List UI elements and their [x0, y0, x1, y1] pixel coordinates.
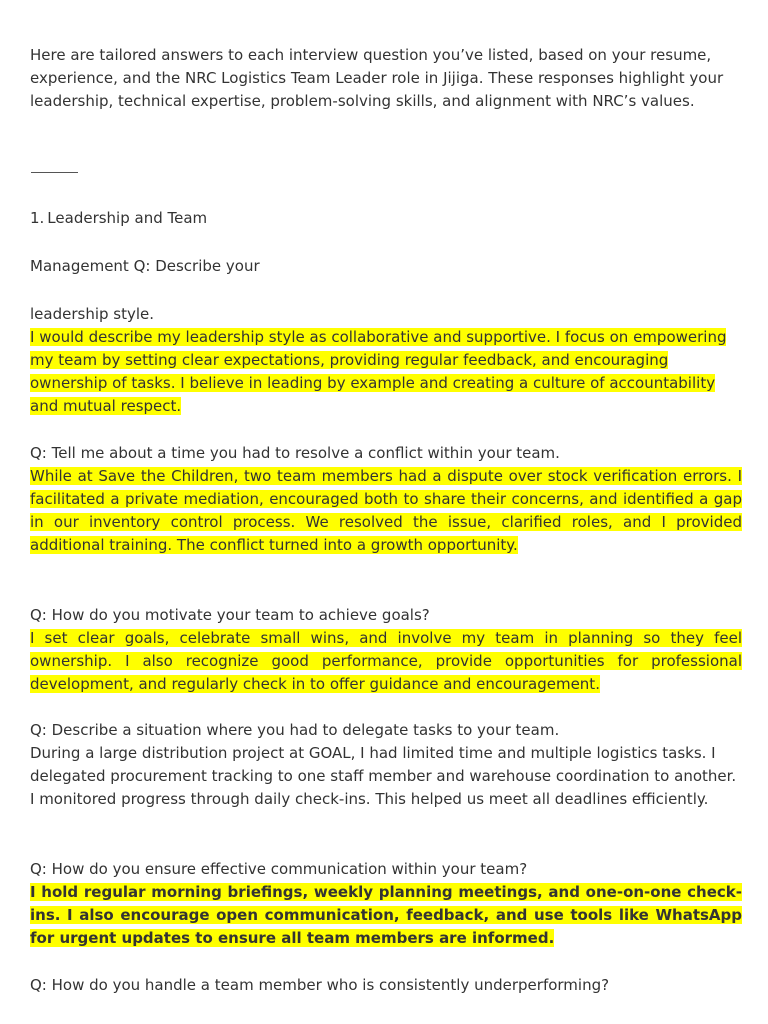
highlighted-answer-text: I would describe my leadership style as collaborative and supportive. I focus on empowering my team by setting clear expectations, providing regular feedback, and encouraging ownership of tasks. I believe in leading by example and creating a culture of accountability and mutual respect. [30, 328, 727, 416]
highlighted-answer-text: I hold regular morning briefings, weekly planning meetings, and one-on-one check-ins. I also encourage open communication, feedback, and use tools like WhatsApp for urgent updates to ensure all team members are informed. [30, 883, 742, 948]
highlighted-answer-text: While at Save the Children, two team members had a dispute over stock verification errors. I facilitated a private mediation, encouraged both to share their concerns, and identified a gap in our inventory control process. We resolved the issue, clarified roles, and I provided additional training. The conflict turned into a growth opportunity. [30, 467, 742, 555]
answer-motivate [30, 627, 742, 696]
question-motivate: Q: How do you motivate your team to achieve goals? [30, 606, 430, 624]
highlighted-answer-text: I set clear goals, celebrate small wins, and involve my team in planning so they feel ownership. I also recognize good performance, provide opportunities for professional development, and regularly check in to offer guidance and encouragement. [30, 629, 742, 694]
question-leadership-style: leadership style. [30, 305, 155, 323]
intro-paragraph: Here are tailored answers to each interview question you’ve listed, based on your resume, experience, and the NRC Logistics Team Leader role in Jijiga. These responses highlight your leadership, technical expertise, problem-solving skills, and alignment with NRC’s values. [30, 46, 724, 111]
separator-line [31, 172, 78, 173]
question-communication: Q: How do you ensure effective communication within your team? [30, 860, 528, 878]
answer-leadership-style [30, 326, 742, 418]
section-heading-continued: Management Q: Describe your [30, 257, 260, 275]
answer-delegate: During a large distribution project at GOAL, I had limited time and multiple logistics tasks. I delegated procurement tracking to one staff member and warehouse coordination to another. I monitored progress through daily check-ins. This helped us meet all deadlines efficiently. [30, 744, 737, 809]
answer-conflict [30, 465, 742, 557]
section-heading: 1. Leadership and Team [30, 209, 208, 227]
question-underperforming: Q: How do you handle a team member who is consistently underperforming? [30, 976, 610, 994]
question-delegate: Q: Describe a situation where you had to delegate tasks to your team. [30, 721, 560, 739]
answer-communication [30, 881, 742, 950]
question-conflict: Q: Tell me about a time you had to resolve a conflict within your team. [30, 444, 560, 462]
